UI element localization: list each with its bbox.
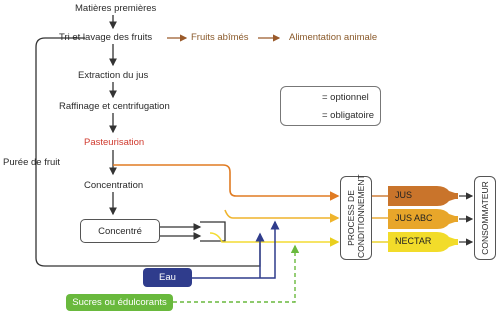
product-label-jus: JUS bbox=[395, 190, 413, 200]
product-label-jus-abc: JUS ABC bbox=[395, 213, 433, 223]
step-puree: Purée de fruit bbox=[3, 157, 61, 168]
step-tri: Tri et lavage des fruits bbox=[59, 32, 153, 43]
process-box bbox=[340, 176, 372, 260]
concentre-connectors bbox=[160, 222, 225, 241]
eau-lines bbox=[192, 222, 275, 278]
sucres-box: Sucres ou édulcorants bbox=[66, 294, 173, 311]
process-label: PROCESS DE CONDITIONNEMENT bbox=[346, 174, 366, 258]
consommateur-label: CONSOMMATEUR bbox=[480, 181, 490, 255]
step-fruits-abimes: Fruits abîmés bbox=[191, 32, 249, 43]
legend-obligatoire: = obligatoire bbox=[322, 110, 375, 121]
eau-box: Eau bbox=[143, 268, 192, 287]
bottle-to-consumer bbox=[459, 196, 472, 242]
step-matieres: Matières premières bbox=[75, 3, 157, 14]
step-alimentation: Alimentation animale bbox=[289, 32, 378, 43]
consommateur-box bbox=[474, 176, 496, 260]
concentre-box: Concentré bbox=[80, 219, 160, 243]
product-label-nectar: NECTAR bbox=[395, 236, 432, 246]
step-pasteurisation: Pasteurisation bbox=[84, 137, 145, 148]
step-concentration: Concentration bbox=[84, 180, 144, 191]
legend-optionnel: = optionnel bbox=[322, 92, 369, 103]
step-raffinage: Raffinage et centrifugation bbox=[59, 101, 170, 112]
legend-box bbox=[280, 86, 381, 126]
step-extraction: Extraction du jus bbox=[78, 70, 149, 81]
process-to-bottles bbox=[372, 196, 388, 242]
